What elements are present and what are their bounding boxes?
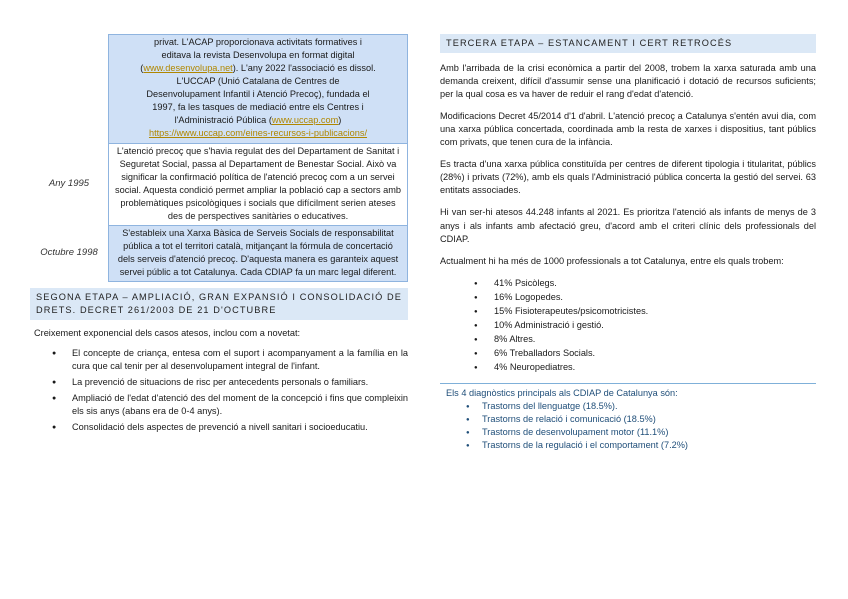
section-heading-segona: SEGONA ETAPA – AMPLIACIÓ, GRAN EXPANSIÓ I CONSOLIDACIÓ DE DRETS. DECRET 261/2003 DE 21 D'OCTUBRE	[30, 288, 408, 320]
right-column	[440, 34, 816, 452]
paragraph: Es tracta d'una xarxa pública constituïda per centres de diferent tipologia i titularitat, públics (28%) i privats (72%), amb els quals l'Administració pública concerta la gestió del servei. 63 entitats associades.	[440, 159, 816, 196]
list-item: ● 10% Administració i gestió.	[494, 319, 816, 332]
list-item: ● El concepte de criança, entesa com el suport i acompanyament a la família en la cura que cal tenir per al desenvolupament integral de l'infant.	[72, 347, 408, 373]
paragraph: Modificacions Decret 45/2014 d'1 d'abril. L'atenció precoç a Catalunya s'entén avui dia, com una xarxa pública concertada, coordinada amb la resta de xarxes i dispositius, tant públics com privats, que tenen cura de la infància.	[440, 111, 816, 148]
timeline-cell	[109, 35, 408, 144]
segona-intro: Creixement exponencial dels casos atesos, inclou com a novetat:	[34, 327, 301, 338]
segona-list	[30, 347, 408, 434]
timeline-line: l'Administració Pública (www.uccap.com)	[174, 115, 342, 126]
list-item: ● Trastorns del llenguatge (18.5%).	[482, 400, 816, 413]
diagnostics-list	[446, 400, 816, 452]
timeline-cell: L'atenció precoç que s'havia regulat des del Departament de Sanitat i Seguretat Social, passa al Departament de Benestar Social. Això va significar la confirmació política de l'atenció precoç com a un servei social. Aquesta condició permet ampliar la població cap a sectors amb problemàtiques psicològiques i socials que difícilment serien ateses des de perspectives sanitàries o educatives.	[109, 143, 408, 225]
list-item: ● Trastorns de relació i comunicació (18.5%)	[482, 413, 816, 426]
timeline-line	[115, 127, 401, 140]
timeline-line: 1997, fa les tasques de mediació entre els Centres i	[152, 102, 364, 113]
list-item: ● 15% Fisioterapeutes/psicomotricistes.	[494, 305, 816, 318]
timeline-line: editava la revista Desenvolupa en format digital	[161, 50, 355, 61]
timeline-table	[30, 34, 408, 282]
list-item: ● 8% Altres.	[494, 333, 816, 346]
timeline-year: Any 1995	[48, 178, 90, 190]
paragraph: Hi van ser-hi atesos 44.248 infants al 2021. Es prioritza l'atenció als infants de menys de 3 anys i als infants amb afectació greu, d'acord amb el criteri clínic dels professionals del CDIAP.	[440, 207, 816, 244]
desenvolupa-link[interactable]: www.desenvolupa.net	[143, 63, 233, 74]
list-item: ● 4% Neuropediatres.	[494, 361, 816, 374]
timeline-year	[30, 35, 109, 144]
paragraph: Actualment hi ha més de 1000 professionals a tot Catalunya, entre els quals trobem:	[440, 255, 784, 266]
list-item: ● 16% Logopedes.	[494, 291, 816, 304]
list-item: ● 6% Treballadors Socials.	[494, 347, 816, 360]
list-item: ● 41% Psicòlegs.	[494, 277, 816, 290]
uccap-link[interactable]: www.uccap.com	[271, 115, 339, 126]
paragraph: Amb l'arribada de la crisi econòmica a partir del 2008, trobem la xarxa saturada amb una demanda creixent, difícil d'assumir sense una planificació i dotació de recursos suficients; per la qual cosa es va haver de reduir el rang d'edat d'atenció.	[440, 62, 816, 99]
timeline-cell: S'estableix una Xarxa Bàsica de Serveis Socials de responsabilitat pública a tot el territori català, mitjançant la fórmula de concertació dels serveis d'atenció precoç. D'aquesta manera es garanteix aquest servei públic a tot Catalunya. Cada CDIAP fa un marc legal diferent.	[109, 225, 408, 281]
timeline-line: privat. L'ACAP proporcionava activitats formatives i	[154, 37, 362, 47]
timeline-year: Octubre 1998	[40, 247, 98, 259]
uccap-resources-link[interactable]: https://www.uccap.com/eines-recursos-i-publicacions/	[148, 128, 368, 139]
section-heading-tercera: TERCERA ETAPA – ESTANCAMENT I CERT RETROCÉS	[440, 34, 816, 53]
timeline-row	[30, 143, 408, 225]
timeline-line: Desenvolupament Infantil i Atenció Precoç), fundada el	[146, 89, 370, 100]
professionals-list	[440, 277, 816, 374]
timeline-row	[30, 225, 408, 281]
timeline-line: L'UCCAP (Unió Catalana de Centres de	[176, 76, 340, 87]
list-item: ● La prevenció de situacions de risc per antecedents personals o familiars.	[72, 376, 408, 389]
timeline-line: (www.desenvolupa.net). L'any 2022 l'associació es dissol.	[140, 63, 376, 74]
timeline-row	[30, 35, 408, 144]
diagnostics-box	[440, 383, 816, 452]
left-column	[30, 34, 408, 437]
list-item: ● Ampliació de l'edat d'atenció des del moment de la concepció i fins que compleixin els sis anys (abans era de 0-4 anys).	[72, 392, 408, 418]
list-item: ● Trastorns de desenvolupament motor (11.1%)	[482, 426, 816, 439]
list-item: ● Consolidació dels aspectes de prevenció a nivell sanitari i socioeducatiu.	[72, 421, 408, 434]
diagnostics-title: Els 4 diagnòstics principals als CDIAP de Catalunya són:	[446, 388, 678, 399]
list-item: ● Trastorns de la regulació i el comportament (7.2%)	[482, 439, 816, 452]
